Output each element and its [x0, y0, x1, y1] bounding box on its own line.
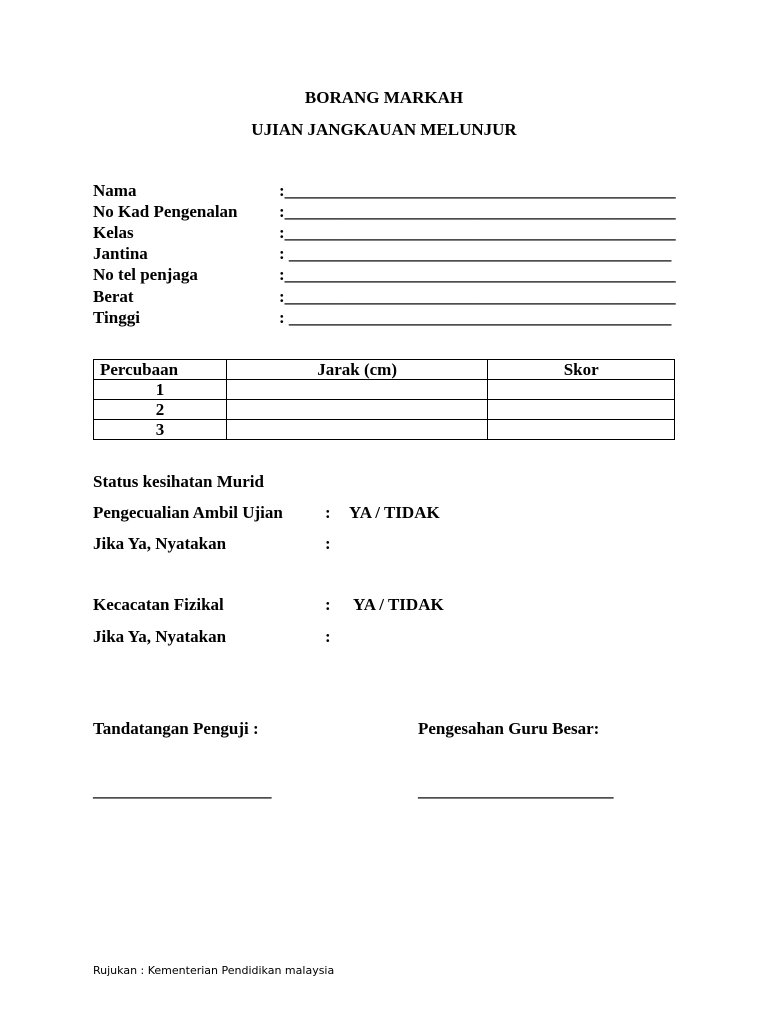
- exemption-label: Pengecualian Ambil Ujian: [93, 503, 283, 522]
- form-title: BORANG MARKAH: [304, 88, 464, 107]
- field-line-berat[interactable]: :______________________________________________: [279, 287, 676, 306]
- health-heading: Status kesihatan Murid: [93, 472, 264, 491]
- score-table: [93, 359, 675, 440]
- field-label-tel: No tel penjaga: [93, 265, 198, 284]
- trial-number: 3: [94, 420, 227, 440]
- headmaster-signature-line[interactable]: _______________________: [418, 781, 614, 800]
- field-label-ic: No Kad Pengenalan: [93, 202, 238, 221]
- distance-cell[interactable]: [226, 400, 487, 420]
- field-line-nama[interactable]: :______________________________________________: [279, 181, 676, 200]
- table-row: [94, 400, 675, 420]
- exemption-colon: :: [325, 503, 331, 522]
- score-cell[interactable]: [488, 400, 675, 420]
- trial-number: 2: [94, 400, 227, 420]
- headmaster-approval-label: Pengesahan Guru Besar:: [418, 719, 600, 738]
- if-yes-colon-disability: :: [325, 627, 331, 646]
- if-yes-label-disability: Jika Ya, Nyatakan: [93, 627, 227, 646]
- header-percubaan: Percubaan: [94, 360, 227, 380]
- field-line-kelas[interactable]: :______________________________________________: [279, 223, 676, 242]
- field-label-jantina: Jantina: [93, 244, 148, 263]
- header-skor: Skor: [488, 360, 675, 380]
- table-row: [94, 420, 675, 440]
- field-label-berat: Berat: [93, 287, 134, 306]
- score-cell[interactable]: [488, 420, 675, 440]
- distance-cell[interactable]: [226, 420, 487, 440]
- disability-colon: :: [325, 595, 331, 614]
- field-line-jantina[interactable]: : _____________________________________________: [279, 244, 672, 263]
- form-subtitle: UJIAN JANGKAUAN MELUNJUR: [251, 120, 517, 139]
- score-cell[interactable]: [488, 380, 675, 400]
- examiner-signature-line[interactable]: _____________________: [93, 781, 272, 800]
- if-yes-colon-exemption: :: [325, 534, 331, 553]
- field-label-kelas: Kelas: [93, 223, 134, 242]
- reference-footer: Rujukan : Kementerian Pendidikan malaysia: [93, 964, 335, 977]
- disability-choice[interactable]: YA / TIDAK: [353, 595, 444, 614]
- trial-number: 1: [94, 380, 227, 400]
- exemption-choice[interactable]: YA / TIDAK: [349, 503, 440, 522]
- examiner-signature-label: Tandatangan Penguji :: [93, 719, 259, 738]
- field-line-tel[interactable]: :______________________________________________: [279, 265, 676, 284]
- field-line-tinggi[interactable]: : _____________________________________________: [279, 308, 672, 327]
- field-label-tinggi: Tinggi: [93, 308, 140, 327]
- table-row: [94, 380, 675, 400]
- header-jarak: Jarak (cm): [226, 360, 487, 380]
- disability-label: Kecacatan Fizikal: [93, 595, 224, 614]
- field-line-ic[interactable]: :______________________________________________: [279, 202, 676, 221]
- distance-cell[interactable]: [226, 380, 487, 400]
- field-label-nama: Nama: [93, 181, 137, 200]
- if-yes-label-exemption: Jika Ya, Nyatakan: [93, 534, 227, 553]
- table-header-row: [94, 360, 675, 380]
